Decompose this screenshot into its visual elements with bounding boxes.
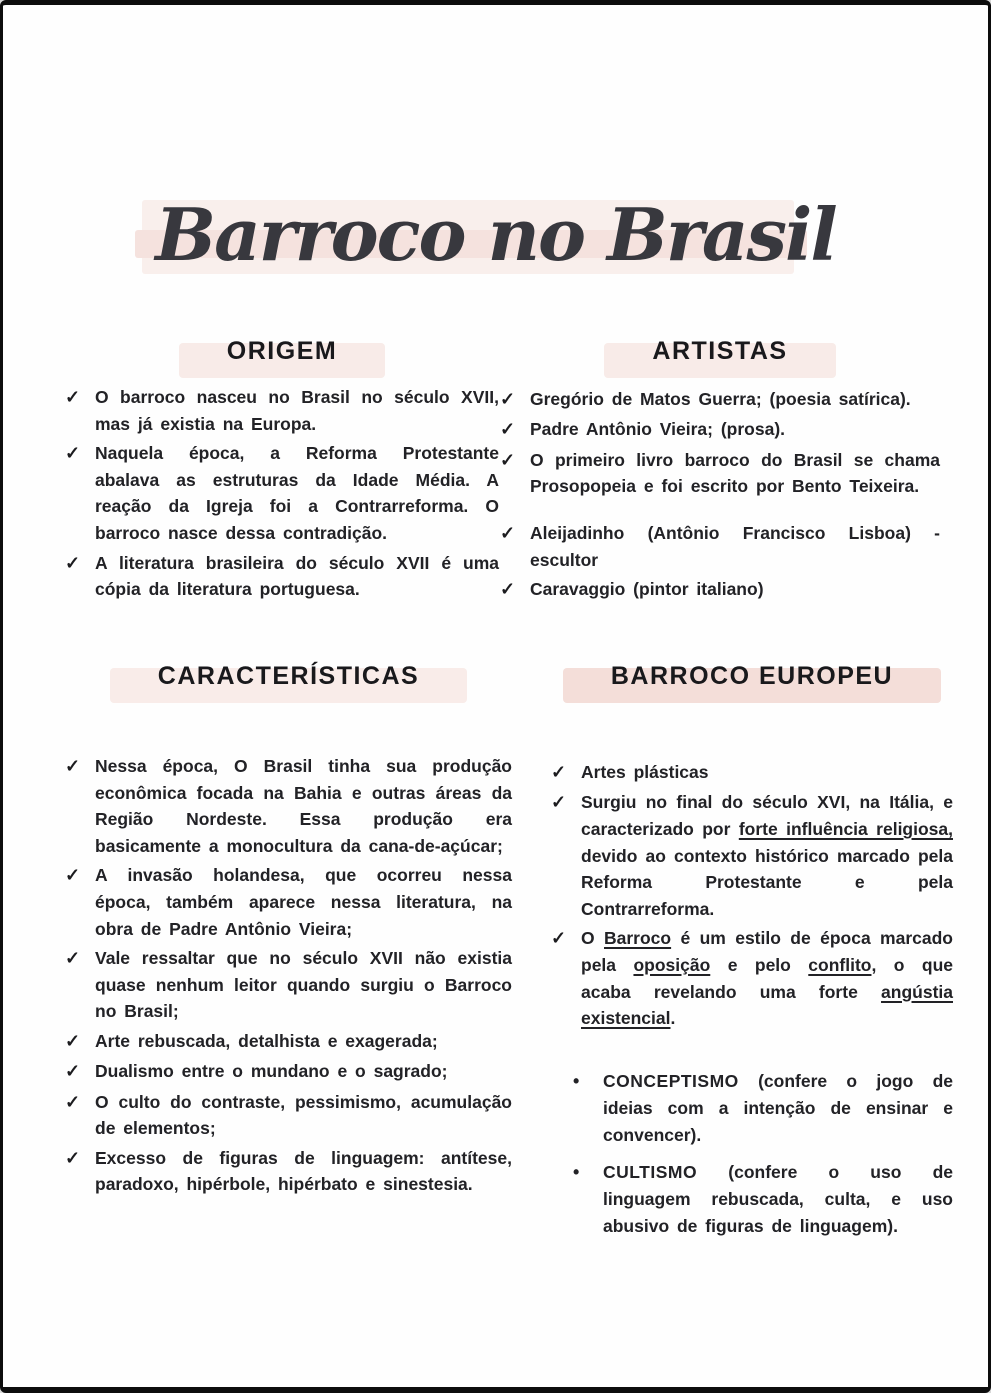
- list-item: [65, 862, 512, 942]
- section-barroco-europeu: [551, 660, 953, 1250]
- list-item: [65, 1028, 512, 1055]
- list-item: [500, 520, 940, 573]
- list-item: [551, 759, 953, 786]
- text-segment: (confere o jogo de ideias com a intenção de ensinar e convencer).: [603, 1070, 953, 1145]
- check-icon: ✓: [500, 389, 516, 409]
- section-heading-caracteristicas: [148, 660, 429, 693]
- page-title-block: [3, 175, 988, 305]
- section-heading-origem: [217, 335, 347, 368]
- list-item: [500, 416, 940, 443]
- origem-list: [65, 384, 499, 603]
- underlined-phrase: Barroco: [604, 928, 672, 949]
- list-item-text: Nessa época, O Brasil tinha sua produção econômica focada na Bahia e outras áreas da Região Nordeste. Essa produção era basicamente a monocultura da cana-de-açúcar;: [95, 756, 512, 856]
- bullet-icon: •: [573, 1162, 580, 1183]
- list-item: [65, 440, 499, 546]
- list-item: [573, 1159, 953, 1240]
- check-icon: ✓: [65, 1147, 81, 1168]
- barroco-europeu-sublist: [573, 1068, 953, 1241]
- list-item: [65, 1089, 512, 1142]
- check-icon: ✓: [65, 552, 81, 573]
- underlined-phrase: conflito: [808, 954, 872, 975]
- check-icon: ✓: [65, 865, 81, 886]
- section-caracteristicas: [65, 660, 512, 1201]
- section-heading-text: CARACTERÍSTICAS: [157, 662, 420, 690]
- list-item-text: Dualismo entre o mundano e o sagrado;: [95, 1061, 448, 1082]
- section-heading-text: ORIGEM: [226, 337, 338, 365]
- list-item: [500, 447, 940, 500]
- text-segment: devido ao contexto histórico marcado pela Reforma Protestante e pela Contrarreforma.: [581, 845, 953, 919]
- underlined-phrase: angústia existencial: [581, 981, 953, 1029]
- list-item-text: [581, 789, 953, 922]
- bullet-icon: •: [573, 1070, 580, 1091]
- list-item-text: Artes plásticas: [581, 762, 709, 782]
- check-icon: ✓: [65, 443, 81, 464]
- barroco-europeu-list: [551, 759, 953, 1032]
- check-icon: ✓: [500, 449, 516, 470]
- text-segment: (confere o uso de linguagem rebuscada, culta, e uso abusivo de figuras de linguagem).: [603, 1162, 953, 1237]
- section-heading-text: ARTISTAS: [652, 337, 788, 365]
- page-title: Barroco no Brasil: [155, 192, 836, 277]
- check-icon: ✓: [551, 928, 567, 949]
- underlined-phrase: forte influência religiosa,: [738, 818, 953, 839]
- check-icon: ✓: [500, 579, 516, 600]
- list-item-text: O primeiro livro barroco do Brasil se chama Prosopopeia e foi escrito por Bento Teixeira.: [530, 449, 940, 497]
- list-item-text: Naquela época, a Reforma Protestante abalava as estruturas da Idade Média. A reação da Igreja foi a Contrarreforma. O barroco nasce dessa contradição.: [95, 443, 499, 543]
- check-icon: ✓: [500, 522, 516, 543]
- list-item-text: O culto do contraste, pessimismo, acumulação de elementos;: [95, 1091, 512, 1139]
- term-label: CULTISMO: [603, 1162, 698, 1183]
- list-item: [573, 1068, 953, 1149]
- list-item: [65, 550, 499, 603]
- artistas-list: [500, 386, 940, 603]
- list-item: [65, 1145, 512, 1198]
- text-segment: e pelo: [710, 954, 809, 975]
- list-item-text: Caravaggio (pintor italiano): [530, 579, 764, 600]
- check-icon: ✓: [551, 762, 567, 782]
- list-item-text: [581, 925, 953, 1031]
- list-item: [551, 925, 953, 1031]
- list-item-text: [603, 1159, 953, 1240]
- list-item-text: Padre Antônio Vieira; (prosa).: [530, 419, 786, 440]
- caracteristicas-list: [65, 753, 512, 1198]
- list-item: [551, 789, 953, 922]
- check-icon: ✓: [65, 1091, 81, 1112]
- text-segment: , o que acaba revelando uma forte: [581, 954, 953, 1002]
- text-segment: Surgiu no final do século XVI, na Itália, e caracterizado por: [581, 792, 953, 839]
- list-item: [500, 386, 940, 413]
- list-item-text: Gregório de Matos Guerra; (poesia satírica).: [530, 389, 911, 409]
- list-item-text: A invasão holandesa, que ocorreu nessa época, também aparece nessa literatura, na obra de Padre Antônio Vieira;: [95, 865, 512, 939]
- list-item-text: Excesso de figuras de linguagem: antítese, paradoxo, hipérbole, hipérbato e sinestesia.: [95, 1147, 512, 1195]
- text-segment: .: [670, 1008, 676, 1029]
- check-icon: ✓: [65, 1061, 81, 1082]
- check-icon: ✓: [65, 948, 81, 969]
- list-item-text: O barroco nasceu no Brasil no século XVII, mas já existia na Europa.: [95, 387, 499, 434]
- section-heading-barroco-europeu: [601, 660, 903, 693]
- check-icon: ✓: [500, 419, 516, 440]
- text-segment: é um estilo de época marcado pela: [581, 928, 953, 975]
- check-icon: ✓: [551, 792, 567, 813]
- list-item: [500, 576, 940, 603]
- list-item-text: Vale ressaltar que no século XVII não existia quase nenhum leitor quando surgiu o Barroco no Brasil;: [95, 948, 512, 1022]
- section-heading-artistas: [642, 335, 797, 368]
- list-item: [65, 945, 512, 1025]
- text-segment: O: [581, 928, 604, 949]
- list-item: [65, 1058, 512, 1085]
- list-item-text: Aleijadinho (Antônio Francisco Lisboa) - escultor: [530, 522, 940, 570]
- check-icon: ✓: [65, 387, 81, 407]
- list-item-text: A literatura brasileira do século XVII é uma cópia da literatura portuguesa.: [95, 552, 499, 600]
- section-heading-text: BARROCO EUROPEU: [610, 662, 894, 690]
- section-origem: [65, 335, 499, 606]
- list-item: [65, 384, 499, 437]
- list-item-text: [603, 1068, 953, 1149]
- list-item-text: Arte rebuscada, detalhista e exagerada;: [95, 1030, 438, 1051]
- term-label: CONCEPTISMO: [603, 1070, 739, 1091]
- underlined-phrase: oposição: [633, 954, 711, 975]
- section-artistas: [500, 335, 940, 606]
- check-icon: ✓: [65, 1030, 81, 1051]
- list-item: [65, 753, 512, 859]
- check-icon: ✓: [65, 756, 81, 776]
